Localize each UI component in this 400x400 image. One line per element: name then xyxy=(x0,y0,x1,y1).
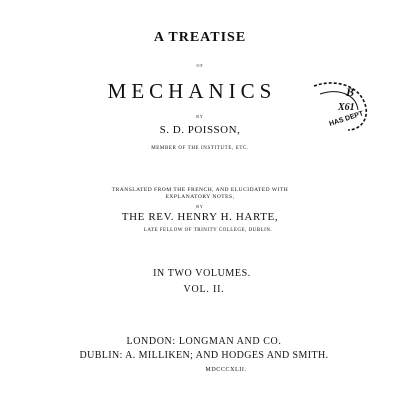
title-mechanics: MECHANICS xyxy=(107,79,277,103)
stamp-text-arc: HAS DEPT xyxy=(328,110,365,128)
title-a-treatise: A TREATISE xyxy=(153,30,247,45)
translation-note xyxy=(0,187,400,201)
volume-set: IN TWO VOLUMES. xyxy=(153,268,251,279)
imprint-london: LONDON: LONGMAN AND CO. xyxy=(126,336,282,347)
library-stamp-icon xyxy=(308,80,370,132)
translation-note-line2: EXPLANATORY NOTES, xyxy=(165,194,235,200)
volume-number: VOL. II. xyxy=(183,284,225,295)
imprint-dublin: DUBLIN: A. MILLIKEN; AND HODGES AND SMITH. xyxy=(79,350,329,361)
library-stamp xyxy=(308,80,370,132)
imprint-date: MDCCCXLII. xyxy=(205,367,247,373)
translation-note-line1: TRANSLATED FROM THE FRENCH, AND ELUCIDATED WITH xyxy=(111,187,289,193)
stamp-text-top: B xyxy=(346,85,355,99)
author-name: S. D. POISSON, xyxy=(159,124,241,136)
translator-name: THE REV. HENRY H. HARTE, xyxy=(121,211,279,223)
translator-credential: LATE FELLOW OF TRINITY COLLEGE, DUBLIN. xyxy=(143,228,273,233)
translator-by: BY xyxy=(196,204,204,209)
title-of: OF xyxy=(196,63,204,68)
author-by: BY xyxy=(196,114,204,119)
stamp-text-mid: X61 xyxy=(338,102,355,113)
author-credential: MEMBER OF THE INSTITUTE, ETC. xyxy=(151,146,249,151)
